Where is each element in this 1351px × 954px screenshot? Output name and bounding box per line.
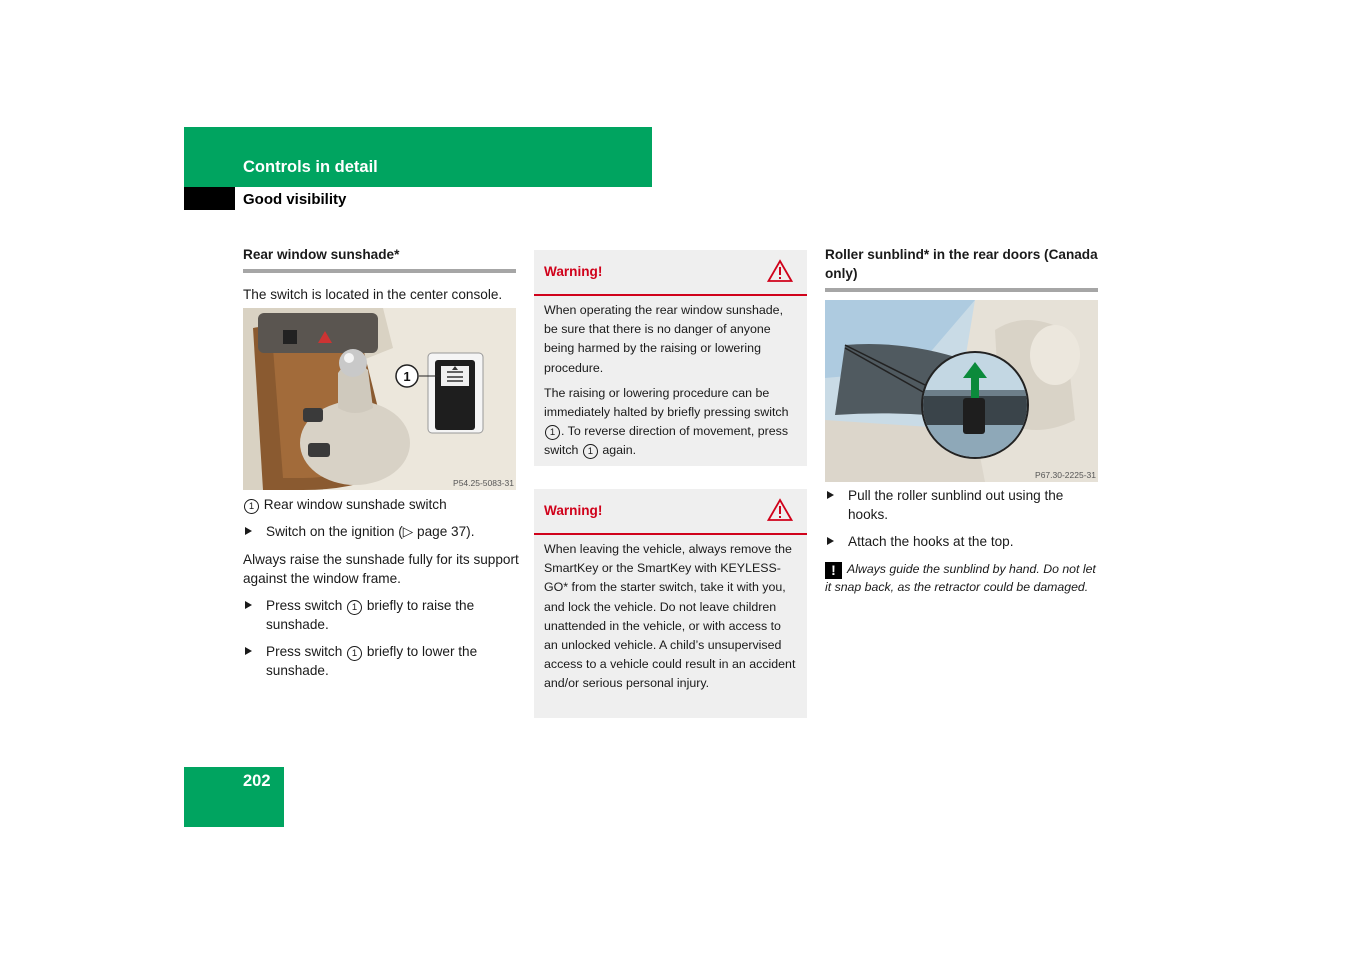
section-heading-sunshade: Rear window sunshade* <box>243 247 400 262</box>
warning-text-1: When leaving the vehicle, always remove the SmartKey or the SmartKey with KEYLESS-GO* from the starter switch, take it with you, and lock the vehicle. Do not leave children unattended in the vehicle, or with access to an unlocked vehicle. A child’s unsupervised access to a vehicle could result in an accident and/or serious personal injury. <box>544 542 796 691</box>
heading-rule <box>825 288 1098 292</box>
exclamation-icon: ! <box>825 562 842 579</box>
switch-number: 1 <box>545 425 560 440</box>
warning-body <box>534 296 807 467</box>
heading-rule <box>243 269 516 273</box>
step-ignition: Switch on the ignition (▷ page 37). <box>243 522 519 541</box>
legend-text: Rear window sunshade switch <box>263 497 447 512</box>
chapter-title: Controls in detail <box>243 158 378 176</box>
bullet-arrow-icon <box>245 647 252 655</box>
section-title: Good visibility <box>243 191 347 208</box>
step-raise: Press switch 1 briefly to raise the sunshade. <box>243 596 519 634</box>
bullet-arrow-icon <box>245 601 252 609</box>
figure-legend <box>243 495 519 514</box>
step-pull: Pull the roller sunblind out using the hooks. <box>825 486 1098 524</box>
warning-body <box>534 535 807 700</box>
figure-code: P54.25-5083-31 <box>453 478 514 488</box>
intro-text: The switch is located in the center console. <box>243 287 503 302</box>
page-ref-icon: ▷ <box>402 524 414 539</box>
figure-code: P67.30-2225-31 <box>1035 470 1096 480</box>
bullet-arrow-icon <box>827 491 834 499</box>
section-heading-sunblind: Roller sunblind* in the rear doors (Canada only) <box>825 247 1098 281</box>
center-console-illustration <box>243 308 516 490</box>
warning-triangle-icon <box>767 259 793 283</box>
page-number: 202 <box>243 772 271 790</box>
bullet-arrow-icon <box>245 527 252 535</box>
warning-text-1: When operating the rear window sunshade, be sure that there is no danger of anyone being harmed by the raising or lowering procedure. <box>544 303 784 375</box>
sunblind-figure <box>825 300 1098 482</box>
left-column <box>243 245 516 304</box>
step-attach: Attach the hooks at the top. <box>825 532 1098 551</box>
right-column <box>825 245 1098 292</box>
warning-triangle-icon <box>767 498 793 522</box>
header-band <box>184 127 652 187</box>
warning-text-2: The raising or lowering procedure can be immediately halted by briefly pressing switch 1 . To reverse direction of movement, press switch 1 again. <box>544 385 789 458</box>
warning-header <box>534 250 807 296</box>
switch-number: 1 <box>347 600 362 615</box>
warning-box-children <box>534 489 807 718</box>
warning-title: Warning! <box>544 264 603 279</box>
warning-box-sunshade <box>534 250 807 466</box>
bullet-arrow-icon <box>827 537 834 545</box>
section-marker <box>184 187 235 210</box>
figure-callout-1: 1 <box>403 369 411 384</box>
center-console-figure <box>243 308 516 490</box>
switch-number: 1 <box>347 646 362 661</box>
caution-note: ! Always guide the sunblind by hand. Do not let it snap back, as the retractor could be damaged. <box>825 562 1096 594</box>
warning-header <box>534 489 807 535</box>
warning-title: Warning! <box>544 503 603 518</box>
left-column-body <box>243 495 519 680</box>
switch-number: 1 <box>583 444 598 459</box>
step-lower: Press switch 1 briefly to lower the sunshade. <box>243 642 519 680</box>
right-column-body <box>825 486 1098 596</box>
support-text: Always raise the sunshade fully for its support against the window frame. <box>243 552 519 586</box>
sunblind-illustration <box>825 300 1098 482</box>
legend-number: 1 <box>244 499 259 514</box>
